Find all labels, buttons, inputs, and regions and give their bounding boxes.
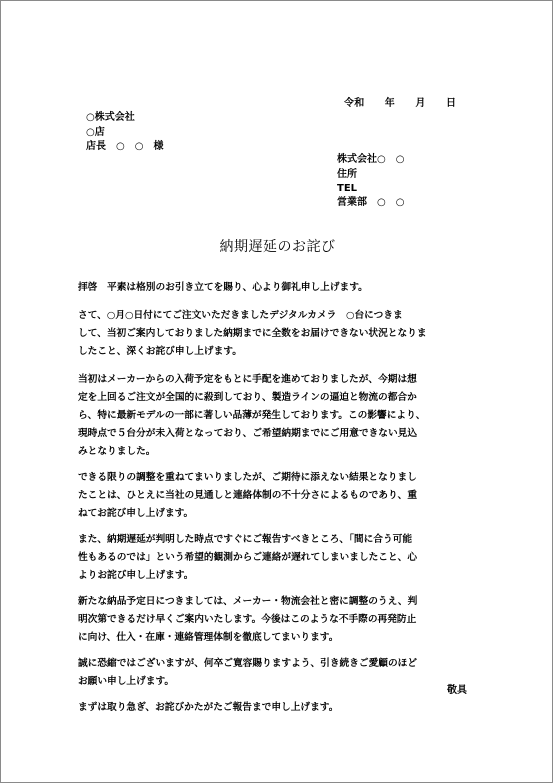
- sender-company: 株式会社○ ○: [337, 154, 405, 165]
- sender-department: 営業部 ○ ○: [337, 197, 405, 208]
- paragraph-reason: [78, 371, 474, 461]
- sender-tel-label: TEL: [337, 183, 358, 194]
- paragraph-request: [78, 655, 474, 691]
- paragraph-greeting: [78, 279, 474, 297]
- paragraph-line: して、当初ご案内しておりました納期までに全数をお届けできない状況となりま: [78, 328, 427, 339]
- paragraph-apology: [78, 307, 474, 361]
- sender-address-label: 住所: [337, 169, 357, 180]
- paragraph-line: 当初はメーカーからの入荷予定をもとに手配を進めておりましたが、今期は想: [78, 374, 417, 385]
- recipient-company: ○株式会社: [86, 112, 135, 123]
- paragraph-line: ら、特に最新モデルの一部に著しい品薄が発生しております。この影響により、: [78, 410, 426, 421]
- recipient-store: ○店: [86, 127, 105, 138]
- paragraph-responsibility: [78, 469, 474, 523]
- paragraph-delay-report: [78, 531, 474, 585]
- paragraph-line: に向け、仕入・在庫・連絡管理体制を徹底してまいります。: [78, 632, 339, 643]
- paragraph-line: 性もあるのでは」という希望的観測からご連絡が遅れてしまいましたこと、心: [78, 552, 418, 563]
- paragraph-line: ねてお詫び申し上げます。: [78, 508, 194, 519]
- paragraph-line: お願い申し上げます。: [78, 676, 175, 687]
- paragraph-line: また、納期遅延が判明した時点ですぐにご報告すべきところ、「間に合う可能: [78, 534, 413, 545]
- letter-title: 納期遅延のお詫び: [219, 239, 336, 255]
- closing-keigu: 敬具: [447, 685, 467, 696]
- letter-date: 令和 年 月 日: [344, 98, 457, 109]
- paragraph-final: [78, 699, 474, 717]
- paragraph-line: できる限りの調整を重ねてまいりましたが、ご期待に添えない結果となりまし: [78, 472, 417, 483]
- paragraph-line: よりお詫び申し上げます。: [78, 570, 194, 581]
- paragraph-line: 定を上回るご注文が全国的に殺到しており、製造ラインの逼迫と物流の都合か: [78, 392, 417, 403]
- recipient-person: 店長 ○ ○ 様: [86, 141, 164, 152]
- paragraph-line: したこと、深くお詫び申し上げます。: [78, 346, 242, 357]
- paragraph-line: みとなりました。: [78, 446, 156, 457]
- paragraph-line: 現時点で５台分が未入荷となっており、ご希望納期までにご用意できない見込: [78, 428, 418, 439]
- paragraph-new-schedule: [78, 593, 474, 647]
- paragraph-line: 新たな納品予定日につきましては、メーカー・物流会社と密に調整のうえ、判: [78, 596, 418, 607]
- paragraph-line: まずは取り急ぎ、お詫びかたがたご報告まで申し上げます。: [78, 702, 339, 713]
- paragraph-line: さて、○月○日付にてご注文いただきましたデジタルカメラ ○台につきま: [78, 310, 403, 321]
- paragraph-line: 拝啓 平素は格別のお引き立てを賜り、心より御礼申し上げます。: [78, 282, 368, 293]
- paragraph-line: 明次第できるだけ早くご案内いたします。今後はこのような不手際の再発防止: [78, 614, 417, 625]
- paragraph-line: 誠に恐縮ではございますが、何卒ご寛容賜りますよう、引き続きご愛顧のほど: [78, 658, 418, 669]
- paragraph-line: たことは、ひとえに当社の見通しと連絡体制の不十分さによるものであり、重: [78, 490, 418, 501]
